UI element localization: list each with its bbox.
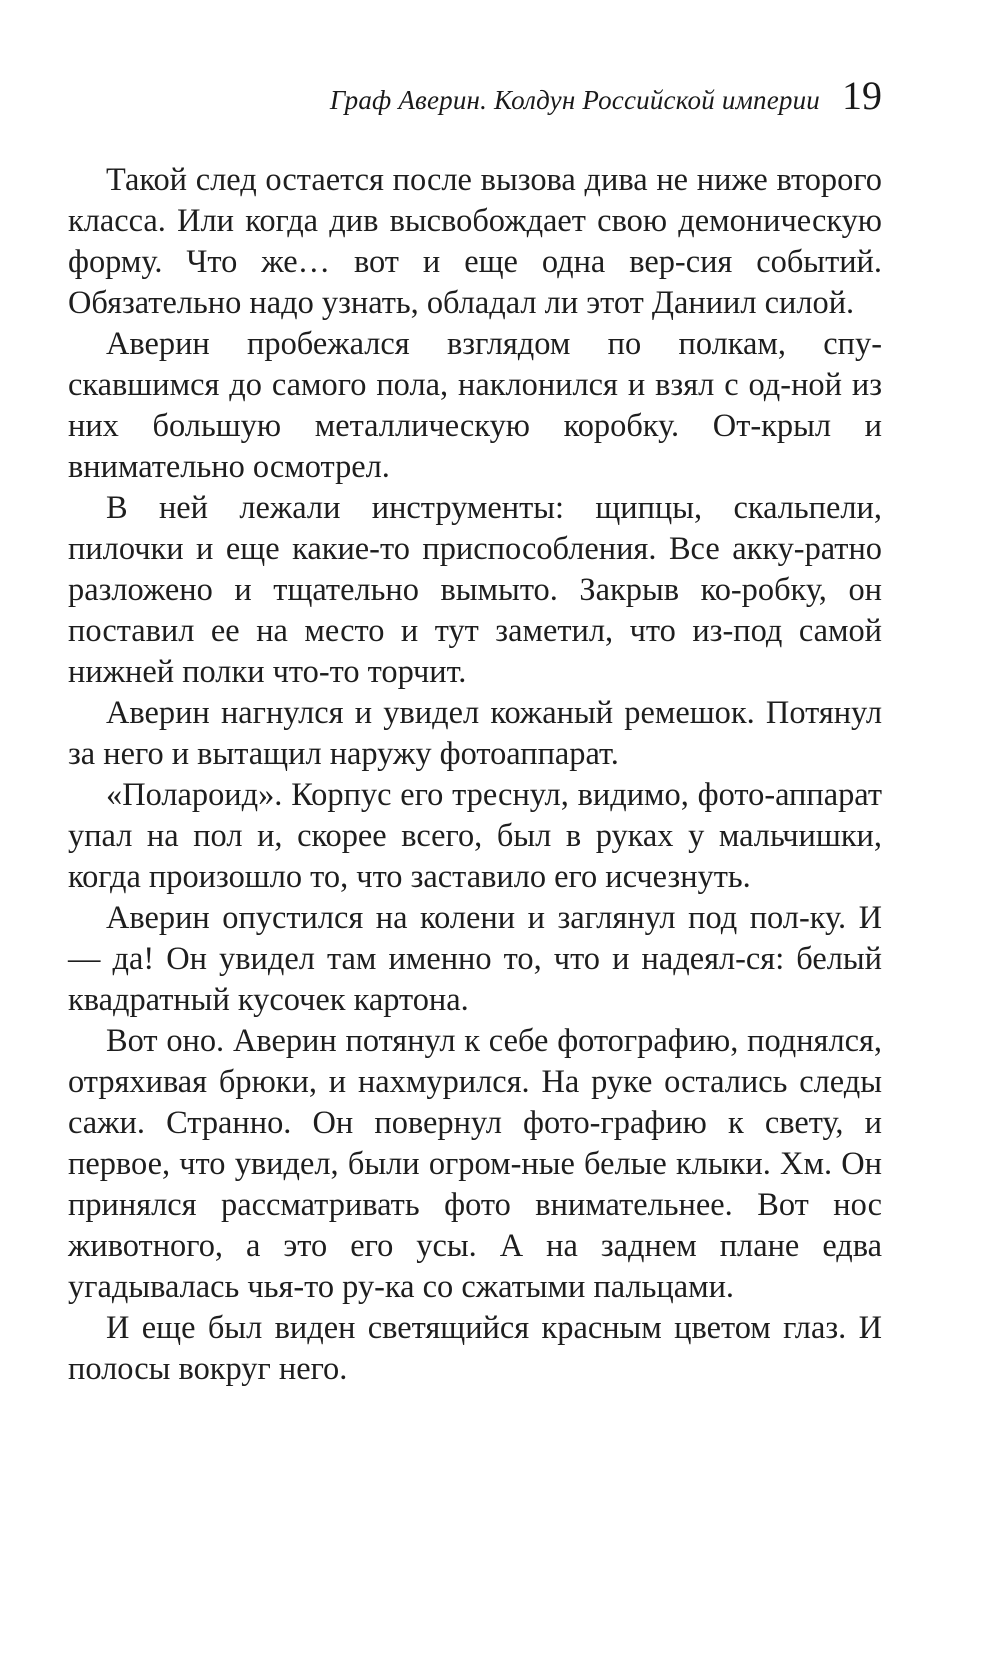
paragraph: Такой след остается после вызова дива не ниже второго класса. Или когда див высвобождает свою демоническую форму. Что же… вот и еще одна вер-сия событий. Обязательно надо узнать, обладал ли этот Даниил силой.: [68, 162, 882, 321]
body-text: [68, 160, 882, 1390]
page-number: 19: [842, 73, 882, 118]
paragraph: Аверин пробежался взглядом по полкам, спу-скавшимся до самого пола, наклонился и взял с од-ной из них большую металлическую коробку. От-крыл и внимательно осмотрел.: [68, 326, 882, 485]
running-header: [60, 72, 882, 119]
paragraph: Аверин нагнулся и увидел кожаный ремешок. Потянул за него и вытащил наружу фотоаппарат.: [68, 695, 882, 772]
running-header-title: Граф Аверин. Колдун Российской империи: [329, 85, 820, 115]
paragraph: Аверин опустился на колени и заглянул под пол-ку. И — да! Он увидел там именно то, что и надеял-ся: белый квадратный кусочек картона.: [68, 900, 882, 1018]
paragraph: В ней лежали инструменты: щипцы, скальпели, пилочки и еще какие-то приспособления. Все акку-ратно разложено и тщательно вымыто. Закрыв ко-робку, он поставил ее на место и тут заметил, что из-под самой нижней полки что-то торчит.: [68, 490, 882, 690]
paragraph: «Полароид». Корпус его треснул, видимо, фото-аппарат упал на пол и, скорее всего, был в руках у мальчишки, когда произошло то, что заставило его исчезнуть.: [68, 777, 882, 895]
paragraph: Вот оно. Аверин потянул к себе фотографию, поднялся, отряхивая брюки, и нахмурился. На руке остались следы сажи. Странно. Он повернул фото-графию к свету, и первое, что увидел, были огром-ные белые клыки. Хм. Он принялся рассматривать фото внимательнее. Вот нос животного, а это его усы. А на заднем плане едва угадывалась чья-то ру-ка со сжатыми пальцами.: [68, 1023, 882, 1305]
paragraph: И еще был виден светящийся красным цветом глаз. И полосы вокруг него.: [68, 1310, 882, 1387]
